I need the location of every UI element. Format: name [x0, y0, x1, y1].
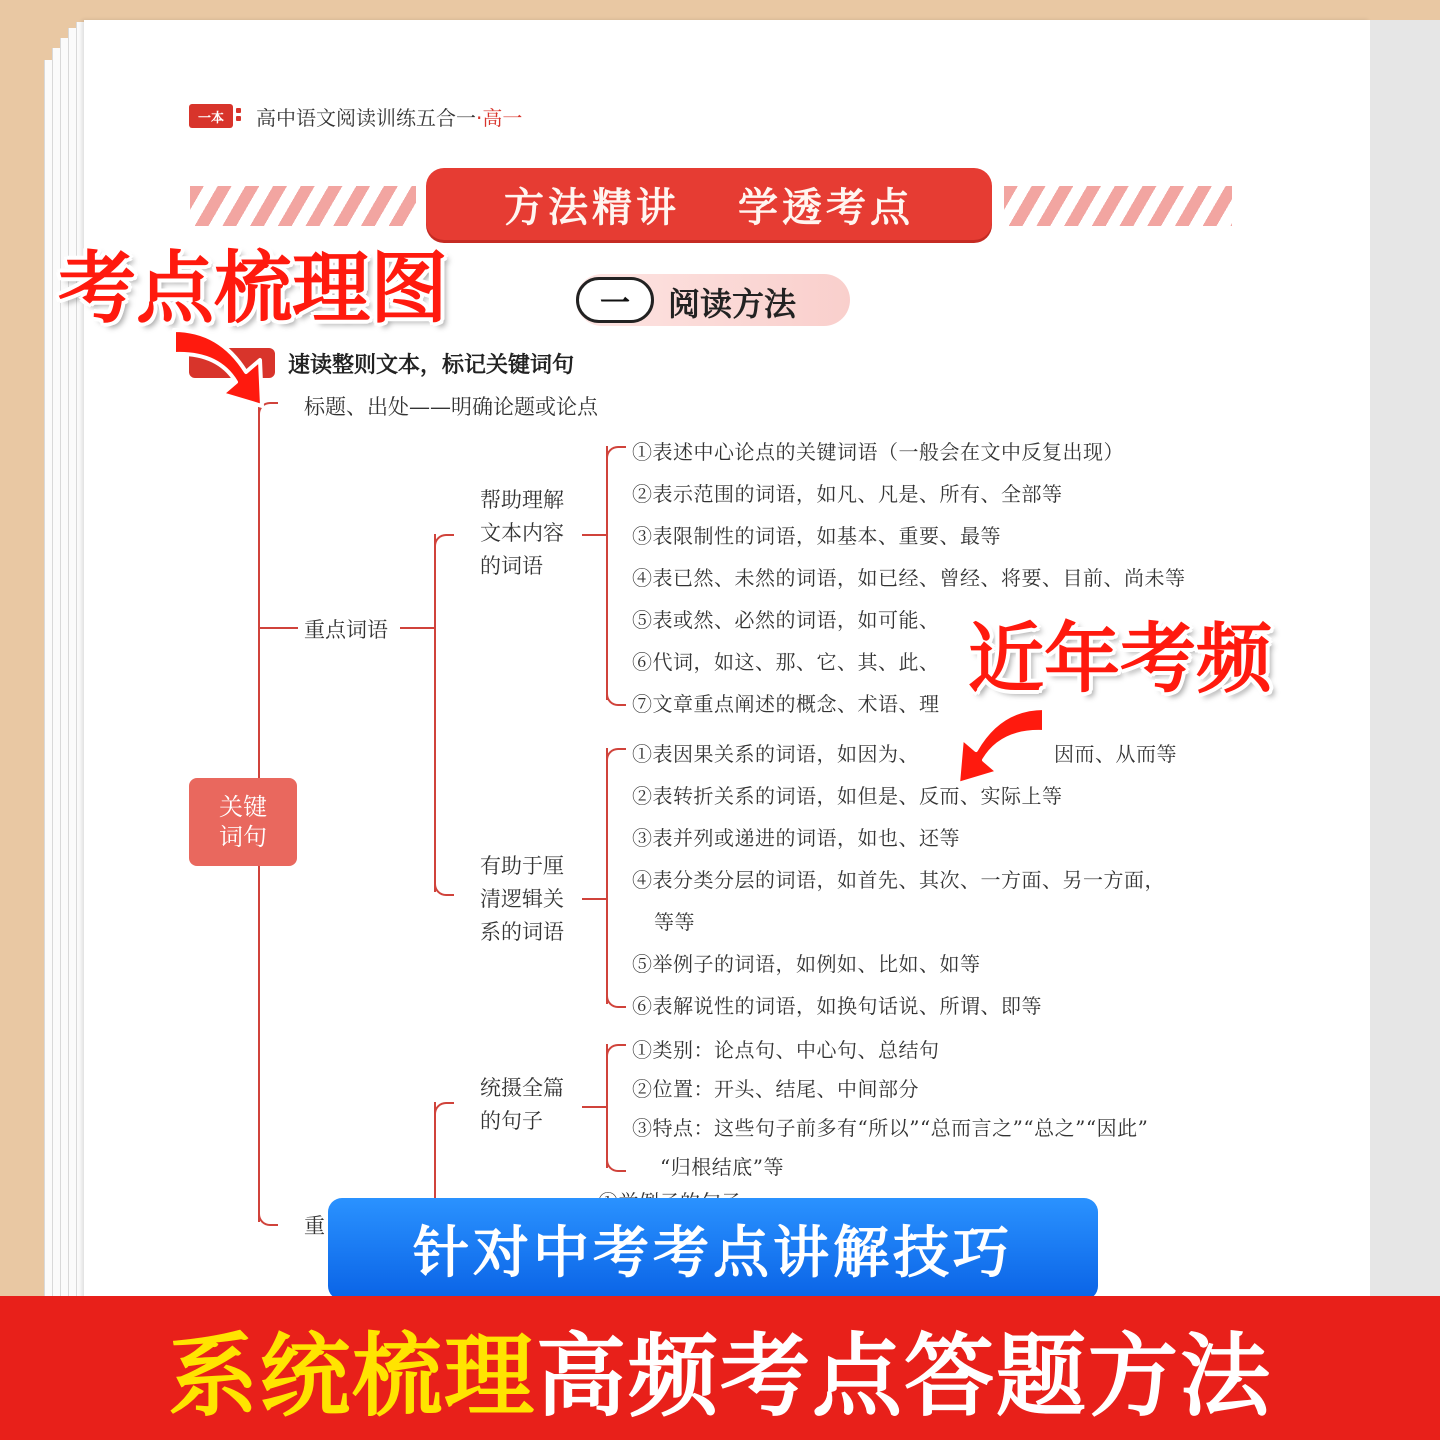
slogan-yellow: 系统梳理 [168, 1324, 536, 1429]
group-logic-line-2: 清逻辑关 [480, 887, 564, 911]
keywords-brace-top [434, 534, 454, 550]
slogan-white: 高频考点答题方法 [536, 1324, 1272, 1429]
understand-item: ⑥代词，如这、那、它、其、此、 [632, 650, 940, 674]
understand-item: ①表述中心论点的关键词语（一般会在文中反复出现） [632, 440, 1124, 464]
understand-item: ④表已然、未然的词语，如已经、曾经、将要、目前、尚未等 [632, 566, 1186, 590]
group-summary-line-2: 的句子 [480, 1109, 543, 1133]
book-title-text: 高中语文阅读训练五合一 [256, 106, 476, 130]
group-summary-line-1: 统摄全篇 [480, 1076, 564, 1100]
arrow-down-left-icon [940, 688, 1060, 788]
logic-item: ①表因果关系的词语，如因为、 [632, 742, 919, 766]
understand-item: ③表限制性的词语，如基本、重要、最等 [632, 524, 1001, 548]
page-shadow [1370, 20, 1440, 1440]
summary-item: ②位置：开头、结尾、中间部分 [632, 1077, 919, 1101]
keywords-brace-line [434, 534, 436, 892]
logic-item: ⑤举例子的词语，如例如、比如、如等 [632, 952, 981, 976]
summary-item: ①类别：论点句、中心句、总结句 [632, 1038, 940, 1062]
group-logic-line-3: 系的词语 [480, 920, 564, 944]
book-title [256, 102, 522, 131]
group-understand-line-1: 帮助理解 [480, 488, 564, 512]
understand-brace-top [606, 446, 626, 462]
summary-brace-top [606, 1044, 626, 1060]
grade-label: 高一 [482, 106, 523, 130]
logic-item-continued: 等等 [654, 910, 695, 934]
branch-keywords: 重点词语 [304, 618, 388, 642]
logic-item-tail: 因而、从而等 [1054, 742, 1177, 766]
logic-item: ④表分类分层的词语，如首先、其次、一方面、另一方面， [632, 868, 1165, 892]
logic-item: ②表转折关系的词语，如但是、反而、实际上等 [632, 784, 1063, 808]
understand-brace-line [606, 446, 608, 700]
group-understand-line-2: 文本内容 [480, 521, 564, 545]
logic-out-line [582, 898, 606, 900]
summary-item: ③特点：这些句子前多有“所以”“总而言之”“总之”“因此” [632, 1116, 1149, 1140]
branch-line-keywords [260, 627, 298, 629]
logic-brace-top [606, 748, 626, 764]
banner-stripes-right [1004, 186, 1232, 226]
group-logic-line-1: 有助于厘 [480, 854, 564, 878]
understand-item: ⑤表或然、必然的词语，如可能、 [632, 608, 940, 632]
logic-item: ③表并列或递进的词语，如也、还等 [632, 826, 960, 850]
title-separator: · [476, 106, 483, 130]
root-node-label: 关键词句 [219, 793, 267, 851]
branch-sentences: 重 [304, 1214, 325, 1238]
logic-item: ⑥表解说性的词语，如换句话说、所谓、即等 [632, 994, 1042, 1018]
section-number: 一 [576, 277, 654, 323]
summary-out-line [582, 1106, 606, 1108]
arrow-down-right-icon [160, 310, 280, 410]
group-understand-line-3: 的词语 [480, 554, 543, 578]
understand-item: ⑦文章重点阐述的概念、术语、理 [632, 692, 940, 716]
sentences-brace-top [434, 1102, 454, 1118]
logic-brace-line [606, 748, 608, 1004]
overlay-label-mind-map: 考点梳理图 [58, 244, 449, 334]
overlay-label-frequency: 近年考频 [968, 614, 1272, 703]
logo-dots [236, 106, 242, 126]
blue-highlight-bar: 针对中考考点讲解技巧 [328, 1198, 1098, 1300]
branch-title-source: 标题、出处——明确论题或论点 [304, 395, 598, 419]
branch-line-keywords-out [400, 627, 434, 629]
banner-stripes-left [190, 186, 416, 226]
section-title: 阅读方法 [668, 285, 797, 323]
understand-item: ②表示范围的词语，如凡、凡是、所有、全部等 [632, 482, 1063, 506]
publisher-logo: 一本 [189, 104, 233, 128]
step-title: 速读整则文本，标记关键词句 [288, 353, 575, 378]
bottom-slogan-bar [0, 1296, 1440, 1440]
summary-item-continued: “归根结底”等 [660, 1155, 784, 1179]
understand-out-line [582, 534, 606, 536]
root-node [189, 778, 297, 866]
summary-brace-line [606, 1044, 608, 1168]
banner-title: 方法精讲 学透考点 [426, 168, 992, 240]
